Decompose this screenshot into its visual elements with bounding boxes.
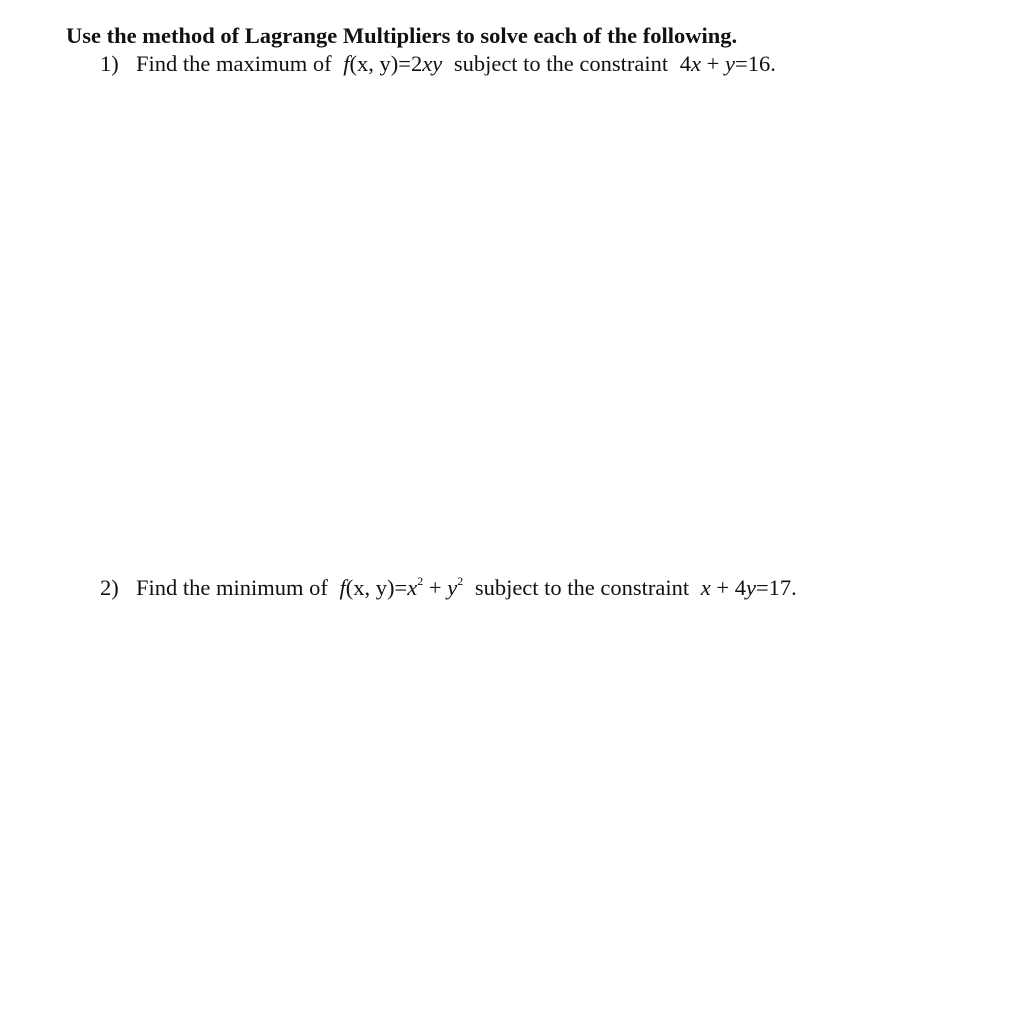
constraint-var-x: x: [700, 575, 711, 600]
expr-exponent-2: 2: [457, 574, 464, 588]
function-args: (x, y): [349, 51, 399, 76]
problem-1: [100, 50, 776, 78]
objective-function: [340, 575, 464, 600]
problem-lead: Find the minimum of: [136, 575, 328, 600]
constraint-rhs: 17: [768, 575, 792, 600]
constraint-equation: [701, 575, 797, 600]
problem-connector: subject to the constraint: [453, 51, 669, 76]
objective-function: [343, 51, 442, 76]
function-name: f: [339, 575, 346, 600]
constraint-equation: [680, 51, 776, 76]
constraint-var-y: y: [745, 575, 756, 600]
constraint-end: .: [791, 575, 797, 600]
equals-sign: =: [398, 51, 411, 76]
constraint-rhs: 16: [747, 51, 771, 76]
problem-number: 2): [100, 575, 119, 600]
constraint-var-x: x: [691, 51, 702, 76]
constraint-equals: =: [734, 51, 748, 76]
worksheet-instructions: Use the method of Lagrange Multipliers to solve each of the following.: [66, 23, 738, 48]
expr-exponent-1: 2: [417, 574, 424, 588]
expr-var-2: y: [447, 575, 458, 600]
constraint-equals: =: [755, 575, 769, 600]
equals-sign: =: [394, 575, 408, 600]
constraint-end: .: [770, 51, 776, 76]
problem-number: 1): [100, 51, 119, 76]
constraint-coef-x: 4: [679, 51, 692, 76]
constraint-plus: +: [716, 575, 730, 600]
problem-connector: subject to the constraint: [474, 575, 690, 600]
constraint-coef-y: 4: [734, 575, 746, 600]
expr-variables: xy: [422, 51, 443, 76]
problem-lead: Find the maximum of: [136, 51, 332, 76]
constraint-var-y: y: [724, 51, 735, 76]
problem-2: [100, 574, 797, 602]
expr-var-1: x: [407, 575, 418, 600]
expr-plus: +: [428, 575, 442, 600]
function-name: f: [343, 51, 350, 76]
function-args: (x, y): [345, 575, 395, 600]
constraint-plus: +: [706, 51, 720, 76]
expr-coefficient: 2: [410, 51, 423, 76]
